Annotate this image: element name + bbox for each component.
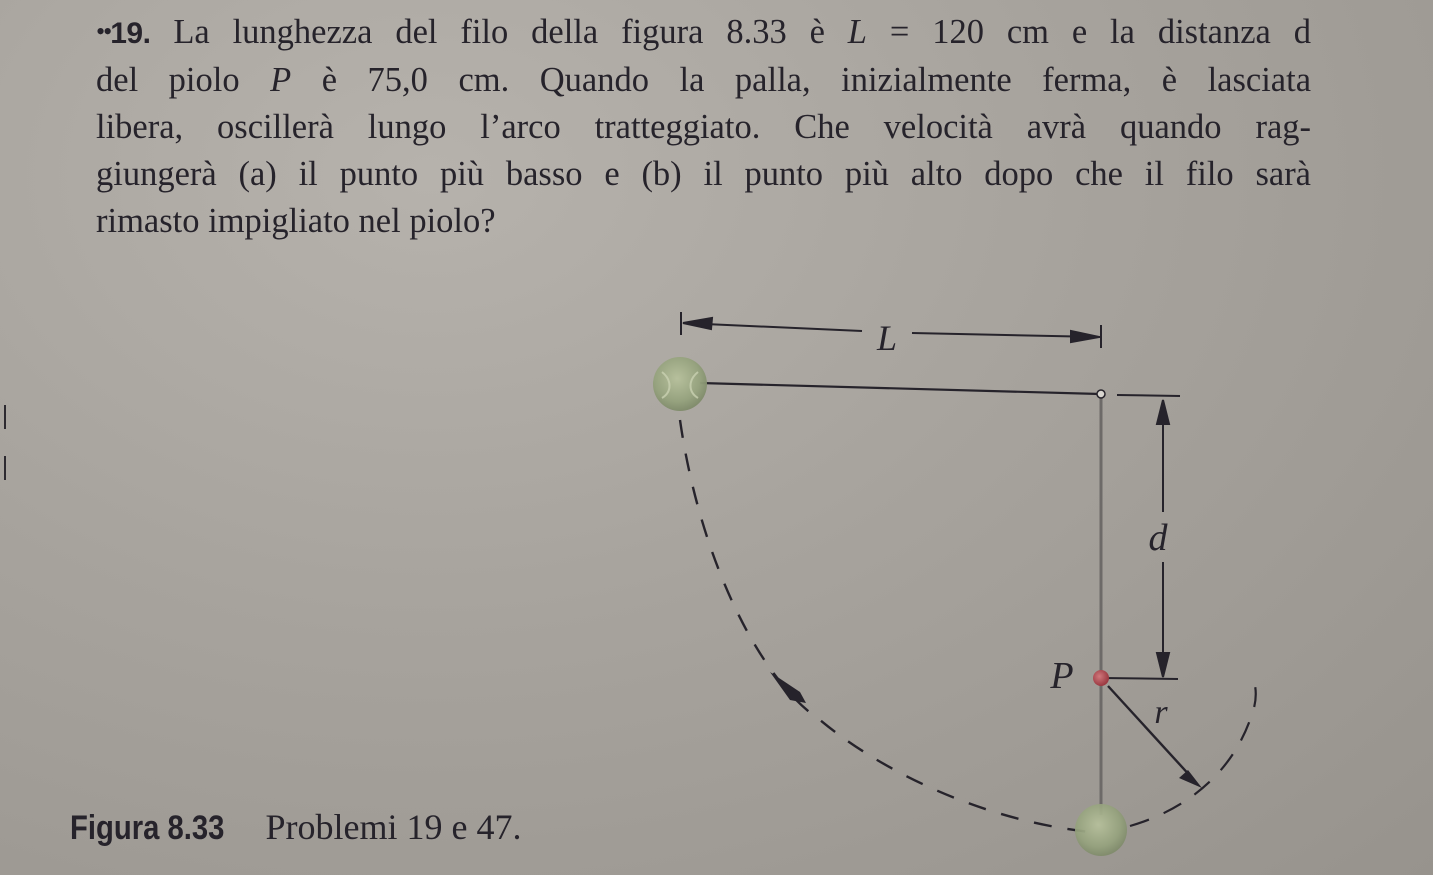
distance-arrow-top <box>1157 400 1169 424</box>
line-1-post: = 120 cm e la distanza d <box>866 13 1311 51</box>
string-initial <box>700 383 1100 394</box>
distance-arrow-bottom <box>1157 653 1169 677</box>
problem-number: 19. <box>110 17 151 50</box>
peg-label: P <box>1050 655 1074 697</box>
small-arc <box>1130 680 1256 826</box>
distance-label: d <box>1148 517 1168 559</box>
line-1-var: L <box>847 13 867 51</box>
ball-bottom <box>1075 804 1127 856</box>
length-arrow-right <box>1071 331 1099 342</box>
distance-tick-top <box>1117 395 1180 396</box>
radius-arrow <box>1179 770 1202 788</box>
distance-tick-bottom <box>1103 678 1178 679</box>
pivot-point <box>1097 390 1105 398</box>
length-label: L <box>876 318 898 358</box>
difficulty-marker: •• <box>96 17 111 46</box>
line-2-var: P <box>270 61 292 99</box>
swing-arc <box>680 420 1090 832</box>
radius-label: r <box>1154 694 1168 731</box>
line-1-pre: La lunghezza del filo della figura 8.33 è <box>173 13 848 51</box>
figure-caption <box>70 805 522 850</box>
line-4-text: giungerà (a) il punto più basso e (b) il punto più alto dopo che il filo sarà <box>96 155 1311 193</box>
line-3-text: libera, oscillerà lungo l’arco tratteggiato. Che velocità avrà quando rag- <box>96 108 1311 146</box>
length-arrow-left <box>683 318 712 329</box>
line-2-post: è 75,0 cm. Quando la palla, inizialmente ferma, è lasciata <box>291 61 1312 99</box>
peg <box>1093 670 1109 686</box>
ball-initial <box>653 357 707 411</box>
line-5-text: rimasto impigliato nel piolo? <box>96 202 496 240</box>
swing-arc-arrow <box>770 672 806 703</box>
caption-number: Figura 8.33 <box>70 809 225 847</box>
caption-text: Problemi 19 e 47. <box>265 807 522 847</box>
line-2-pre: del piolo <box>96 61 271 99</box>
distance-dimension <box>1103 395 1180 679</box>
radius-line <box>1108 686 1193 779</box>
